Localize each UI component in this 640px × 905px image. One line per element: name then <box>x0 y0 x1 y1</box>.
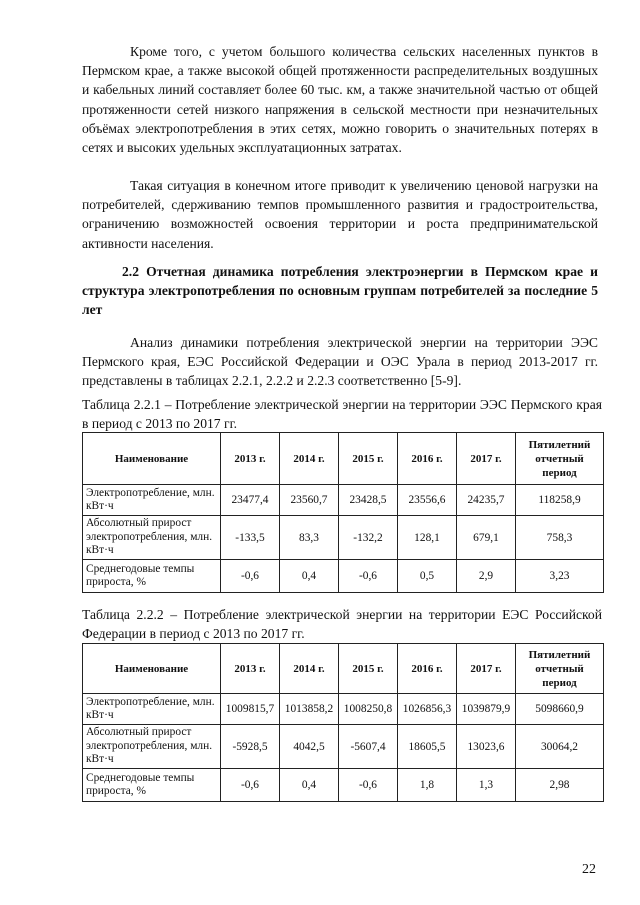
table-cell: 23556,6 <box>398 485 457 516</box>
row-label: Среднегодовые темпы прироста, % <box>83 560 221 593</box>
table-cell: 13023,6 <box>457 725 516 769</box>
header-cell: Пятилетний отчетный период <box>516 433 604 485</box>
table-cell: 4042,5 <box>280 725 339 769</box>
table-row <box>83 725 604 769</box>
table-cell: 0,4 <box>280 769 339 802</box>
header-cell: Наименование <box>83 644 221 694</box>
table-header-row <box>83 433 604 485</box>
header-cell: 2017 г. <box>457 644 516 694</box>
table1-perm-consumption <box>82 432 604 593</box>
table-cell: 23428,5 <box>339 485 398 516</box>
header-cell: 2013 г. <box>221 644 280 694</box>
paragraph-analysis-intro: Анализ динамики потребления электрической энергии на территории ЭЭС Пермского края, ЕЭС Российской Федерации и ОЭС Урала в период 2013-2017 гг. представлены в таблицах 2.2.1, 2.2.2 и 2.2.3 соответственно [5-9]. <box>82 335 598 389</box>
table-cell: 679,1 <box>457 516 516 560</box>
table-cell: -0,6 <box>339 560 398 593</box>
table-cell: 128,1 <box>398 516 457 560</box>
table-cell: 0,4 <box>280 560 339 593</box>
header-cell: 2014 г. <box>280 433 339 485</box>
table-cell: 1026856,3 <box>398 694 457 725</box>
header-cell: Наименование <box>83 433 221 485</box>
table-cell: -5928,5 <box>221 725 280 769</box>
paragraph-rural-losses: Кроме того, с учетом большого количества сельских населенных пунктов в Пермском крае, а также высокой общей протяженности распределительных воздушных и кабельных линий составляет более 60 тыс. км, а также значительной частью от общей протяженности сетей низкого напряжения в сельской местности при незначительных объёмах электропотребления в этих сетях, можно говорить о значительных потерях в сетях и высоких удельных эксплуатационных затратах. <box>82 44 598 156</box>
row-label: Электропотребление, млн. кВт·ч <box>83 694 221 725</box>
table-cell: 23560,7 <box>280 485 339 516</box>
section-heading: 2.2 Отчетная динамика потребления электроэнергии в Пермском крае и структура электропотребления по основным группам потребителей за последние 5 лет <box>82 264 598 317</box>
table-cell: 118258,9 <box>516 485 604 516</box>
table-cell: 1,8 <box>398 769 457 802</box>
header-cell: 2015 г. <box>339 644 398 694</box>
table-cell: 758,3 <box>516 516 604 560</box>
header-cell: Пятилетний отчетный период <box>516 644 604 694</box>
table-cell: 18605,5 <box>398 725 457 769</box>
table-cell: 1009815,7 <box>221 694 280 725</box>
table2-caption: Таблица 2.2.2 – Потребление электрической энергии на территории ЕЭС Российской Федерации в период с 2013 по 2017 гг. <box>82 607 602 641</box>
row-label: Среднегодовые темпы прироста, % <box>83 769 221 802</box>
table-row <box>83 694 604 725</box>
header-cell: 2014 г. <box>280 644 339 694</box>
table-cell: 2,9 <box>457 560 516 593</box>
header-cell: 2015 г. <box>339 433 398 485</box>
table-cell: 1013858,2 <box>280 694 339 725</box>
table-cell: 5098660,9 <box>516 694 604 725</box>
table-cell: 3,23 <box>516 560 604 593</box>
table-cell: 23477,4 <box>221 485 280 516</box>
table-row <box>83 516 604 560</box>
header-cell: 2017 г. <box>457 433 516 485</box>
table-cell: -0,6 <box>221 769 280 802</box>
table-cell: 24235,7 <box>457 485 516 516</box>
table1-caption: Таблица 2.2.1 – Потребление электрической энергии на территории ЭЭС Пермского края в период с 2013 по 2017 гг. <box>82 397 602 431</box>
table-row <box>83 560 604 593</box>
row-label: Электропотребление, млн. кВт·ч <box>83 485 221 516</box>
row-label: Абсолютный прирост электропотребления, млн. кВт·ч <box>83 725 221 769</box>
header-cell: 2016 г. <box>398 644 457 694</box>
table-row <box>83 769 604 802</box>
table-cell: 30064,2 <box>516 725 604 769</box>
table-header-row <box>83 644 604 694</box>
table-cell: -5607,4 <box>339 725 398 769</box>
table-cell: 2,98 <box>516 769 604 802</box>
table-cell: -132,2 <box>339 516 398 560</box>
table-cell: -0,6 <box>339 769 398 802</box>
table-cell: -133,5 <box>221 516 280 560</box>
table-cell: 0,5 <box>398 560 457 593</box>
page-number: 22 <box>582 862 596 877</box>
header-cell: 2013 г. <box>221 433 280 485</box>
table-cell: 1,3 <box>457 769 516 802</box>
paragraph-consequences: Такая ситуация в конечном итоге приводит к увеличению ценовой нагрузки на потребителей, сдерживанию темпов промышленного развития и градостроительства, ограничению возможностей освоения территории и роста предпринимательской активности населения. <box>82 178 598 251</box>
table-cell: 1039879,9 <box>457 694 516 725</box>
table-cell: 83,3 <box>280 516 339 560</box>
row-label: Абсолютный прирост электропотребления, млн. кВт·ч <box>83 516 221 560</box>
header-cell: 2016 г. <box>398 433 457 485</box>
table-cell: -0,6 <box>221 560 280 593</box>
table-row <box>83 485 604 516</box>
table2-rf-consumption <box>82 643 604 802</box>
table-cell: 1008250,8 <box>339 694 398 725</box>
